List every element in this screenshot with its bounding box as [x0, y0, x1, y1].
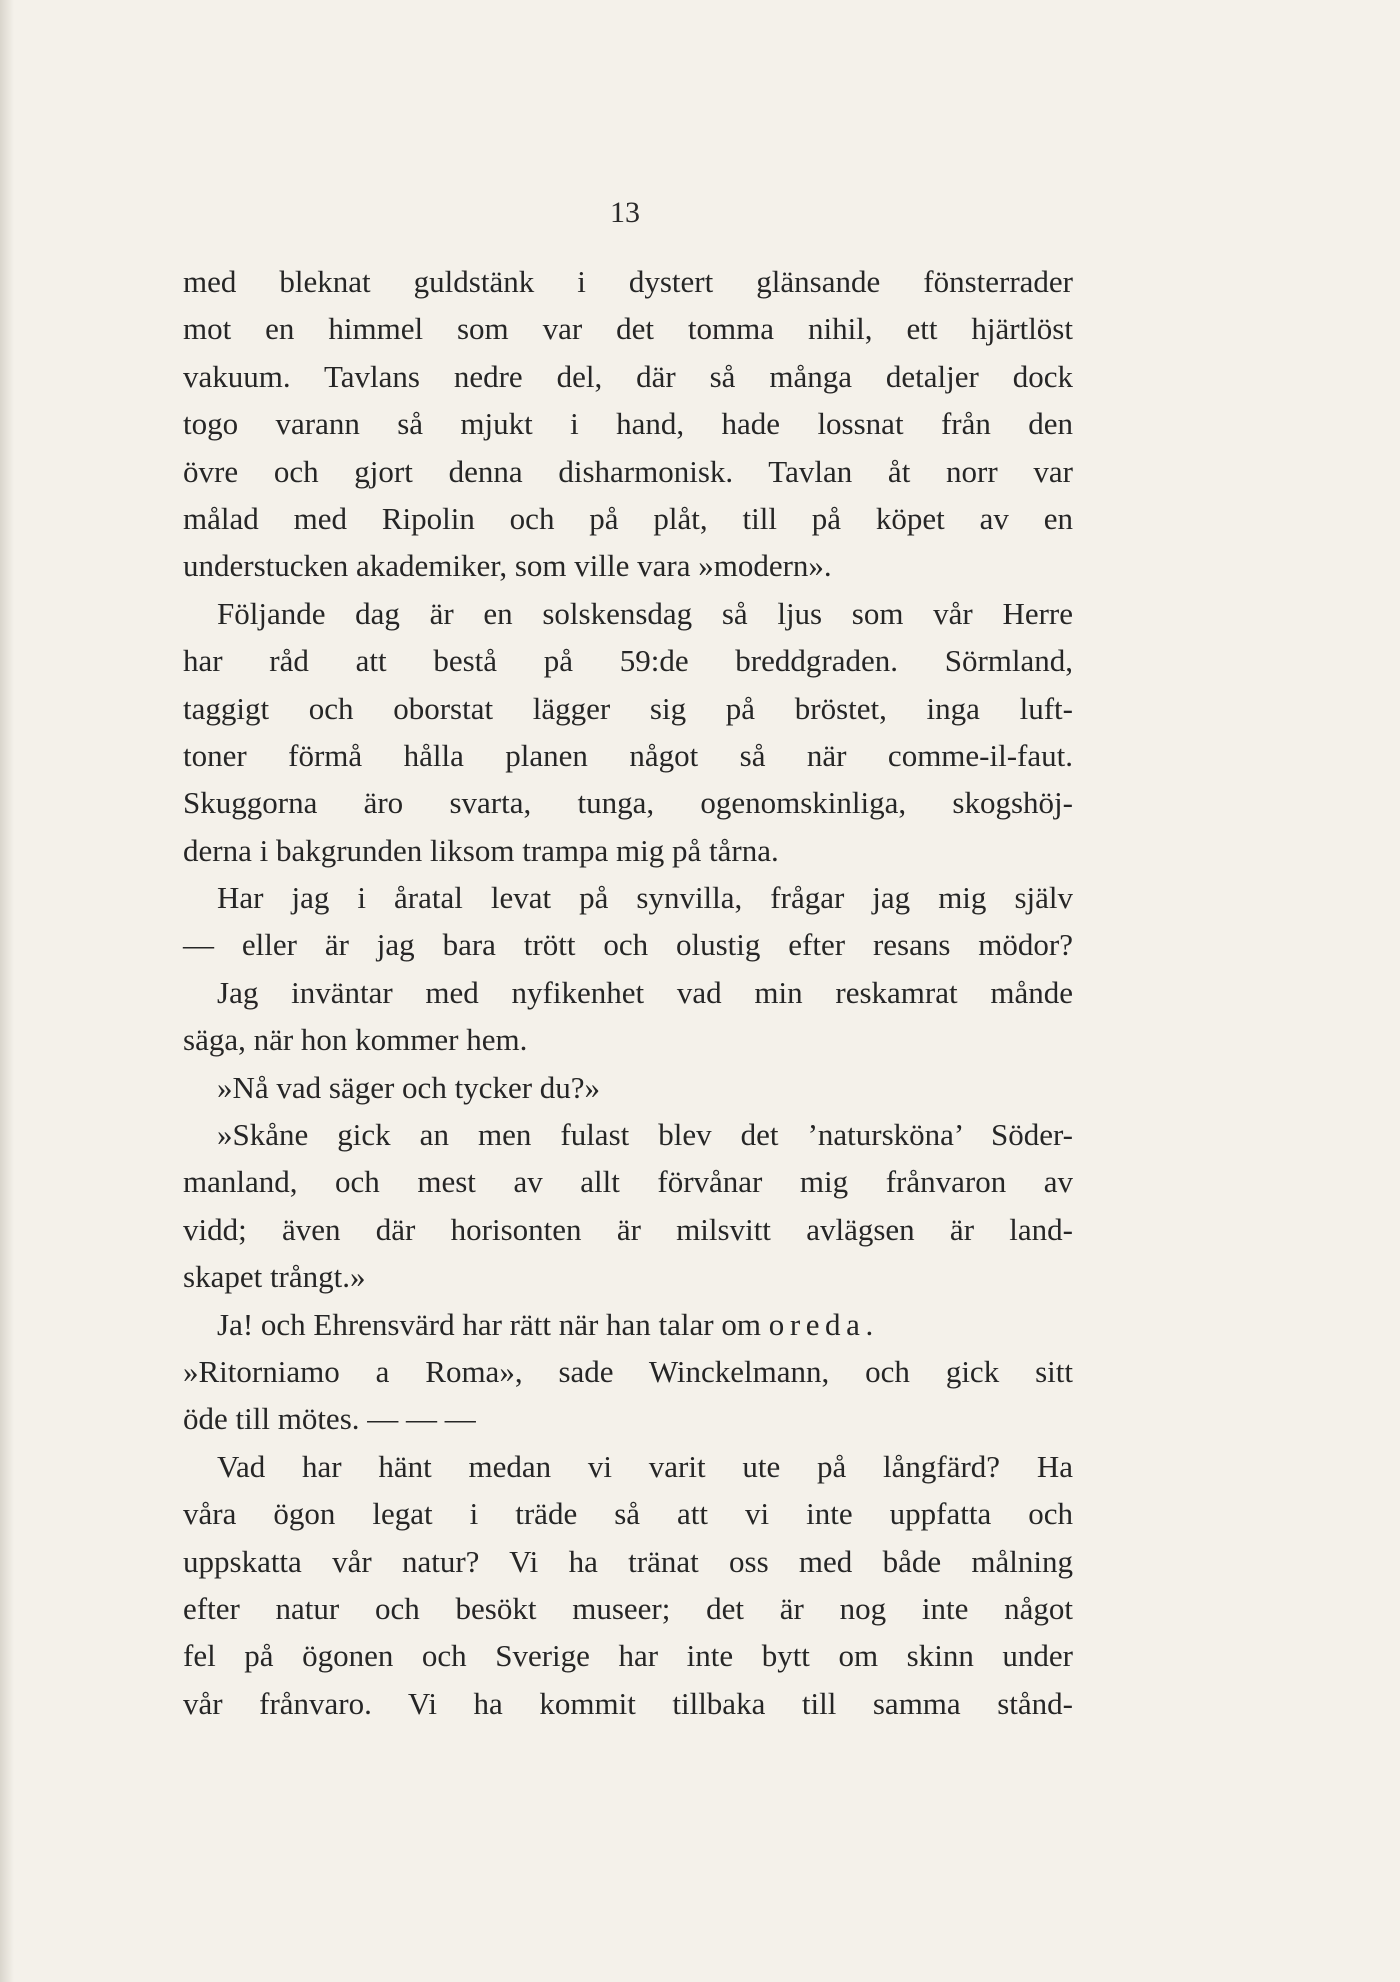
emphasized-word: oreda. — [768, 1306, 879, 1342]
text-line: derna i bakgrunden liksom trampa mig på tårna. — [183, 832, 779, 868]
text-line: taggigt och oborstat lägger sig på bröstet, inga luft- — [183, 690, 1073, 726]
text-line: Skuggorna äro svarta, tunga, ogenomskinliga, skogshöj- — [183, 785, 1073, 821]
text-line: Har jag i åratal levat på synvilla, frågar jag mig själv — [217, 880, 1073, 916]
page-edge-shadow — [0, 0, 14, 1982]
text-line: skapet trångt.» — [183, 1259, 366, 1295]
text-line: övre och gjort denna disharmonisk. Tavlan åt norr var — [183, 453, 1073, 489]
text-line-part: Ja! och Ehrensvärd har rätt när han talar om — [217, 1306, 761, 1342]
text-line: med bleknat guldstänk i dystert glänsande fönsterrader — [183, 264, 1073, 299]
text-line: Följande dag är en solskensdag så ljus som vår Herre — [217, 595, 1073, 631]
body-text — [183, 258, 1073, 1727]
text-line: — eller är jag bara trött och olustig efter resans mödor? — [183, 927, 1073, 963]
text-line: uppskatta vår natur? Vi ha tränat oss med både målning — [183, 1543, 1073, 1579]
text-line: togo varann så mjukt i hand, hade lossnat från den — [183, 406, 1073, 442]
text-line: manland, och mest av allt förvånar mig frånvaron av — [183, 1164, 1073, 1200]
text-line: målad med Ripolin och på plåt, till på köpet av en — [183, 500, 1073, 536]
text-line: Vad har hänt medan vi varit ute på långfärd? Ha — [217, 1448, 1073, 1484]
text-line: efter natur och besökt museer; det är nog inte något — [183, 1590, 1073, 1626]
text-line: säga, när hon kommer hem. — [183, 1022, 528, 1058]
text-line: våra ögon legat i träde så att vi inte uppfatta och — [183, 1496, 1073, 1532]
text-line — [183, 1301, 1073, 1348]
text-line: »Nå vad säger och tycker du?» — [217, 1069, 601, 1105]
text-line: »Ritorniamo a Roma», sade Winckelmann, och gick sitt — [183, 1353, 1073, 1389]
text-line: understucken akademiker, som ville vara »modern». — [183, 548, 832, 584]
text-line: Jag inväntar med nyfikenhet vad min reskamrat månde — [217, 974, 1073, 1010]
text-line: fel på ögonen och Sverige har inte bytt om skinn under — [183, 1638, 1073, 1674]
text-line: vidd; även där horisonten är milsvitt avlägsen är land- — [183, 1211, 1073, 1247]
text-line: mot en himmel som var det tomma nihil, ett hjärtlöst — [183, 311, 1073, 347]
text-line: toner förmå hålla planen något så när comme-il-faut. — [183, 737, 1073, 773]
page-number: 13 — [610, 196, 640, 229]
text-line: vår frånvaro. Vi ha kommit tillbaka till samma stånd- — [183, 1685, 1073, 1721]
text-line: öde till mötes. — — — — [183, 1401, 476, 1437]
text-line: »Skåne gick an men fulast blev det ’natursköna’ Söder- — [217, 1117, 1073, 1153]
text-line: har råd att bestå på 59:de breddgraden. Sörmland, — [183, 643, 1073, 679]
text-line: vakuum. Tavlans nedre del, där så många detaljer dock — [183, 358, 1073, 394]
